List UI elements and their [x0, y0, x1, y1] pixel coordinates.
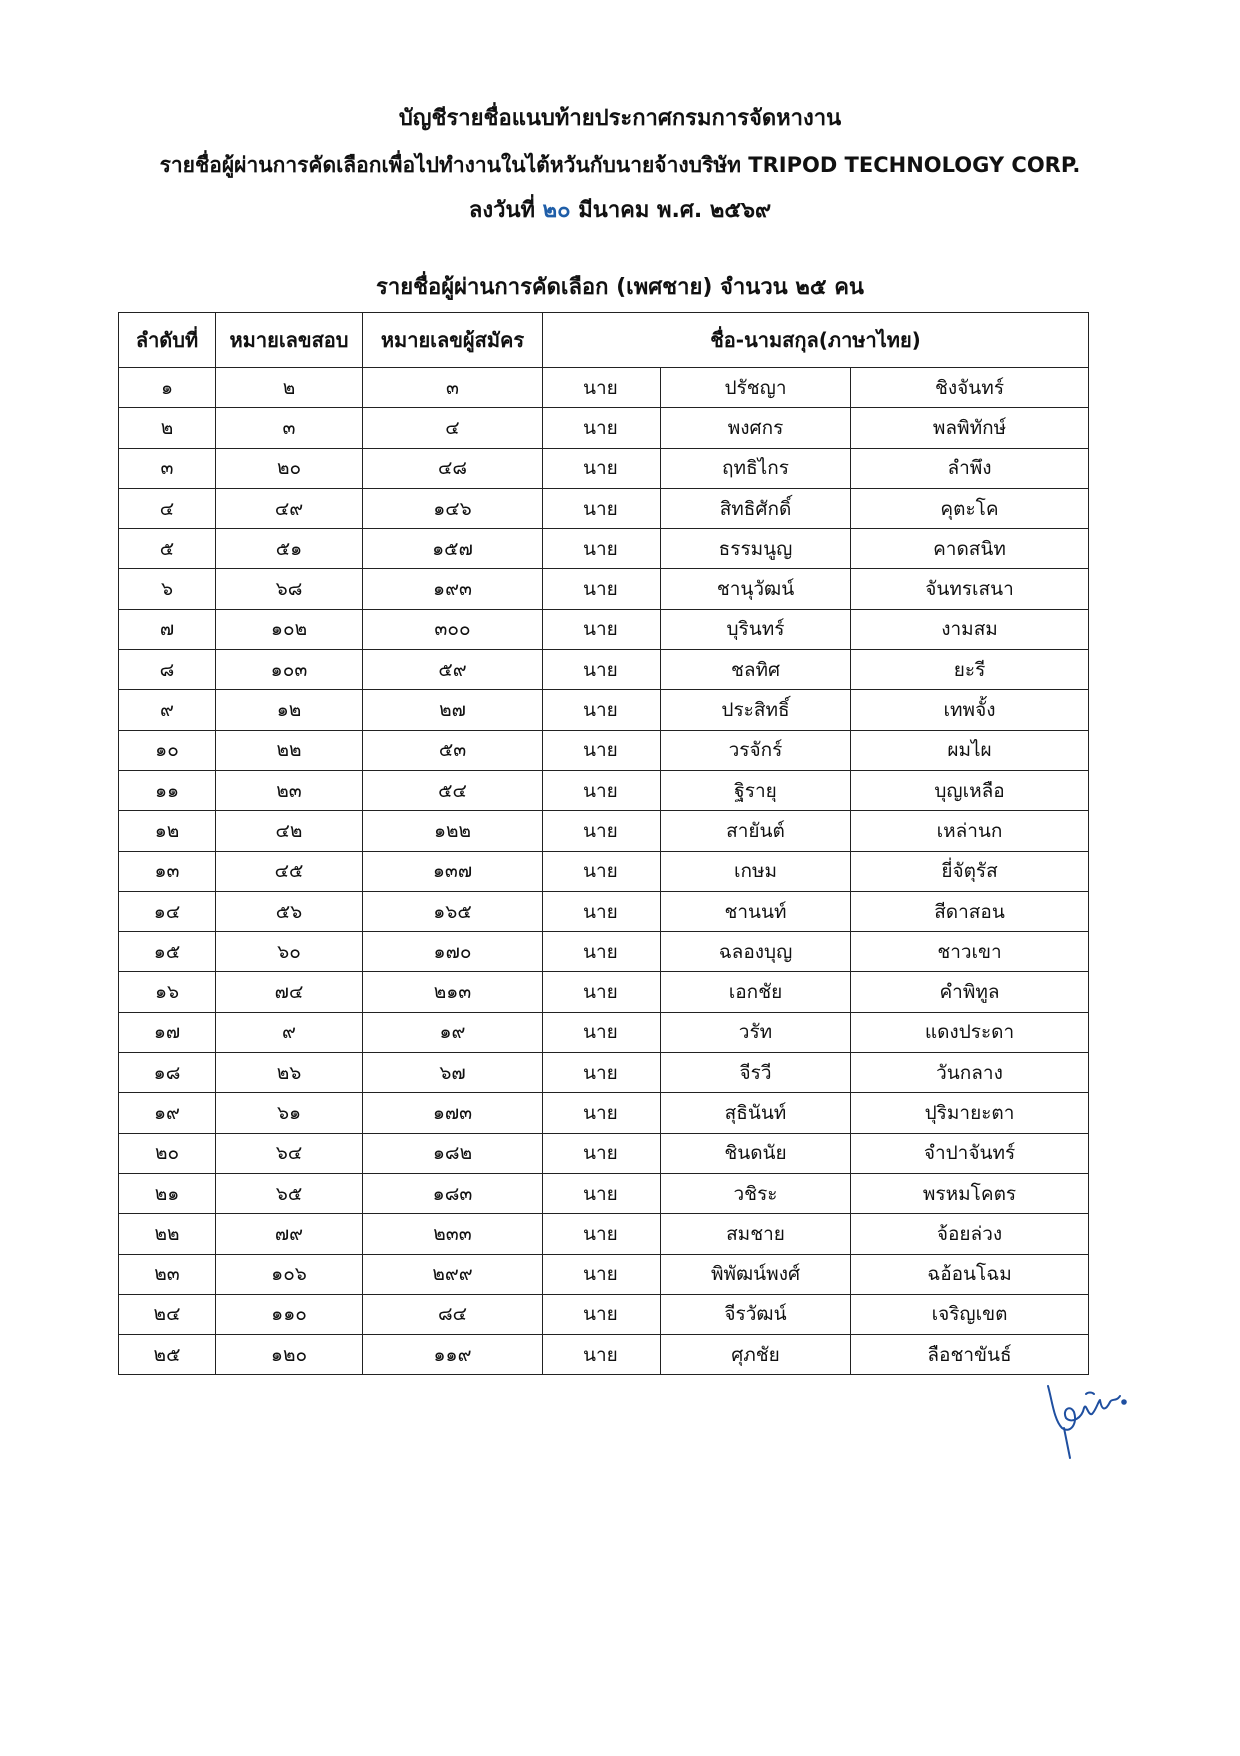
- cell-order: ๑๓: [119, 851, 216, 891]
- cell-order: ๑๙: [119, 1093, 216, 1133]
- cell-last-name: จ้อยล่วง: [851, 1214, 1089, 1254]
- date-prefix: ลงวันที่: [468, 198, 535, 223]
- table-row: [119, 448, 1089, 488]
- cell-order: ๑: [119, 368, 216, 408]
- cell-order: ๒๒: [119, 1214, 216, 1254]
- cell-exam-no: ๗๙: [216, 1214, 363, 1254]
- cell-name-prefix: นาย: [543, 529, 661, 569]
- title-line-1: บัญชีรายชื่อแนบท้ายประกาศกรมการจัดหางาน: [398, 106, 842, 131]
- date-day: ๒๐: [542, 198, 571, 223]
- cell-last-name: คุตะโค: [851, 488, 1089, 528]
- cell-applicant-no: ๕๙: [363, 650, 543, 690]
- cell-order: ๙: [119, 690, 216, 730]
- cell-exam-no: ๔๙: [216, 488, 363, 528]
- cell-applicant-no: ๓: [363, 368, 543, 408]
- cell-exam-no: ๑๐๒: [216, 609, 363, 649]
- cell-name-prefix: นาย: [543, 1053, 661, 1093]
- cell-first-name: ศุภชัย: [661, 1335, 851, 1375]
- cell-first-name: จีรวี: [661, 1053, 851, 1093]
- cell-order: ๑๒: [119, 811, 216, 851]
- signature-mark: [1040, 1372, 1130, 1462]
- table-row: [119, 1133, 1089, 1173]
- table-row: [119, 1093, 1089, 1133]
- cell-applicant-no: ๑๗๐: [363, 932, 543, 972]
- cell-order: ๓: [119, 448, 216, 488]
- cell-name-prefix: นาย: [543, 690, 661, 730]
- cell-first-name: ชานนท์: [661, 891, 851, 931]
- cell-exam-no: ๕๑: [216, 529, 363, 569]
- cell-exam-no: ๖๔: [216, 1133, 363, 1173]
- table-row: [119, 368, 1089, 408]
- cell-first-name: จีรวัฒน์: [661, 1294, 851, 1334]
- cell-name-prefix: นาย: [543, 1294, 661, 1334]
- cell-first-name: ประสิทธิ์: [661, 690, 851, 730]
- cell-exam-no: ๖๑: [216, 1093, 363, 1133]
- cell-applicant-no: ๑๘๓: [363, 1173, 543, 1213]
- table-row: [119, 811, 1089, 851]
- cell-first-name: ธรรมนูญ: [661, 529, 851, 569]
- cell-exam-no: ๙: [216, 1012, 363, 1052]
- cell-exam-no: ๔๒: [216, 811, 363, 851]
- table-row: [119, 730, 1089, 770]
- cell-first-name: สมชาย: [661, 1214, 851, 1254]
- issue-date: [0, 188, 1240, 234]
- cell-exam-no: ๕๖: [216, 891, 363, 931]
- cell-exam-no: ๒๖: [216, 1053, 363, 1093]
- cell-applicant-no: ๑๓๗: [363, 851, 543, 891]
- table-row: [119, 972, 1089, 1012]
- cell-first-name: บุรินทร์: [661, 609, 851, 649]
- cell-order: ๒๐: [119, 1133, 216, 1173]
- table-row: [119, 1254, 1089, 1294]
- cell-exam-no: ๖๕: [216, 1173, 363, 1213]
- cell-last-name: ชิงจันทร์: [851, 368, 1089, 408]
- cell-applicant-no: ๕๔: [363, 770, 543, 810]
- cell-first-name: สุธินันท์: [661, 1093, 851, 1133]
- table-header-row: [119, 313, 1089, 368]
- cell-last-name: เหล่านก: [851, 811, 1089, 851]
- cell-last-name: คาดสนิท: [851, 529, 1089, 569]
- cell-name-prefix: นาย: [543, 1012, 661, 1052]
- cell-first-name: สายันต์: [661, 811, 851, 851]
- cell-order: ๑๐: [119, 730, 216, 770]
- cell-first-name: ชานุวัฒน์: [661, 569, 851, 609]
- cell-first-name: ฤทธิไกร: [661, 448, 851, 488]
- table-row: [119, 1214, 1089, 1254]
- cell-applicant-no: ๒๑๓: [363, 972, 543, 1012]
- cell-last-name: วันกลาง: [851, 1053, 1089, 1093]
- cell-name-prefix: นาย: [543, 1214, 661, 1254]
- cell-first-name: ฉลองบุญ: [661, 932, 851, 972]
- cell-last-name: จำปาจันทร์: [851, 1133, 1089, 1173]
- cell-first-name: สิทธิศักดิ์: [661, 488, 851, 528]
- cell-name-prefix: นาย: [543, 488, 661, 528]
- cell-exam-no: ๗๔: [216, 972, 363, 1012]
- cell-order: ๗: [119, 609, 216, 649]
- cell-last-name: ยะรี: [851, 650, 1089, 690]
- table-body: [119, 368, 1089, 1375]
- cell-applicant-no: ๑๕๗: [363, 529, 543, 569]
- cell-last-name: เจริญเขต: [851, 1294, 1089, 1334]
- cell-name-prefix: นาย: [543, 1254, 661, 1294]
- cell-order: ๒๑: [119, 1173, 216, 1213]
- header-fullname: ชื่อ-นามสกุล(ภาษาไทย): [543, 313, 1089, 368]
- table-row: [119, 609, 1089, 649]
- cell-order: ๕: [119, 529, 216, 569]
- cell-name-prefix: นาย: [543, 609, 661, 649]
- table-row: [119, 1053, 1089, 1093]
- cell-first-name: ปรัชญา: [661, 368, 851, 408]
- cell-order: ๑๘: [119, 1053, 216, 1093]
- table-row: [119, 529, 1089, 569]
- cell-last-name: ลำพึง: [851, 448, 1089, 488]
- header-order: ลำดับที่: [119, 313, 216, 368]
- header-exam-no: หมายเลขสอบ: [216, 313, 363, 368]
- table-row: [119, 770, 1089, 810]
- table-row: [119, 690, 1089, 730]
- table-row: [119, 851, 1089, 891]
- cell-applicant-no: ๑๘๒: [363, 1133, 543, 1173]
- cell-first-name: วชิระ: [661, 1173, 851, 1213]
- cell-last-name: คำพิทูล: [851, 972, 1089, 1012]
- cell-name-prefix: นาย: [543, 932, 661, 972]
- cell-last-name: งามสม: [851, 609, 1089, 649]
- table-row: [119, 1173, 1089, 1213]
- table-row: [119, 1335, 1089, 1375]
- date-month-year: มีนาคม พ.ศ. ๒๕๖๙: [578, 198, 772, 223]
- cell-name-prefix: นาย: [543, 408, 661, 448]
- cell-order: ๑๕: [119, 932, 216, 972]
- cell-name-prefix: นาย: [543, 650, 661, 690]
- cell-order: ๖: [119, 569, 216, 609]
- cell-last-name: จันทรเสนา: [851, 569, 1089, 609]
- cell-applicant-no: ๑๑๙: [363, 1335, 543, 1375]
- cell-applicant-no: ๒๓๓: [363, 1214, 543, 1254]
- cell-name-prefix: นาย: [543, 851, 661, 891]
- candidate-table: [118, 312, 1089, 1375]
- cell-first-name: วรจักร์: [661, 730, 851, 770]
- cell-order: ๑๖: [119, 972, 216, 1012]
- cell-order: ๔: [119, 488, 216, 528]
- cell-first-name: ฐิรายุ: [661, 770, 851, 810]
- cell-name-prefix: นาย: [543, 1173, 661, 1213]
- table-row: [119, 1012, 1089, 1052]
- cell-last-name: พลพิทักษ์: [851, 408, 1089, 448]
- table-subtitle: รายชื่อผู้ผ่านการคัดเลือก (เพศชาย) จำนวน ๒๕ คน: [376, 275, 864, 300]
- cell-order: ๒๔: [119, 1294, 216, 1334]
- cell-first-name: พิพัฒน์พงศ์: [661, 1254, 851, 1294]
- table-row: [119, 569, 1089, 609]
- cell-name-prefix: นาย: [543, 368, 661, 408]
- cell-applicant-no: ๑๗๓: [363, 1093, 543, 1133]
- cell-exam-no: ๒๐: [216, 448, 363, 488]
- cell-name-prefix: นาย: [543, 811, 661, 851]
- cell-last-name: ลือชาขันธ์: [851, 1335, 1089, 1375]
- cell-applicant-no: ๕๓: [363, 730, 543, 770]
- cell-applicant-no: ๑๙๓: [363, 569, 543, 609]
- cell-last-name: ผมไผ: [851, 730, 1089, 770]
- cell-first-name: พงศกร: [661, 408, 851, 448]
- cell-applicant-no: ๓๐๐: [363, 609, 543, 649]
- cell-exam-no: ๖๐: [216, 932, 363, 972]
- cell-exam-no: ๑๒๐: [216, 1335, 363, 1375]
- cell-first-name: วรัท: [661, 1012, 851, 1052]
- table-row: [119, 1294, 1089, 1334]
- cell-first-name: เอกชัย: [661, 972, 851, 1012]
- cell-first-name: เกษม: [661, 851, 851, 891]
- cell-applicant-no: ๔: [363, 408, 543, 448]
- cell-last-name: สีดาสอน: [851, 891, 1089, 931]
- cell-name-prefix: นาย: [543, 569, 661, 609]
- cell-name-prefix: นาย: [543, 730, 661, 770]
- document-header: [0, 96, 1240, 234]
- title-line-2: รายชื่อผู้ผ่านการคัดเลือกเพื่อไปทำงานในไต้หวันกับนายจ้างบริษัท TRIPOD TECHNOLOGY CORP.: [159, 153, 1081, 177]
- cell-last-name: เทพจั้ง: [851, 690, 1089, 730]
- table-row: [119, 891, 1089, 931]
- cell-name-prefix: นาย: [543, 448, 661, 488]
- header-applicant-no: หมายเลขผู้สมัคร: [363, 313, 543, 368]
- cell-last-name: ปุริมายะตา: [851, 1093, 1089, 1133]
- cell-applicant-no: ๖๗: [363, 1053, 543, 1093]
- cell-last-name: พรหมโคตร: [851, 1173, 1089, 1213]
- cell-order: ๑๔: [119, 891, 216, 931]
- cell-order: ๘: [119, 650, 216, 690]
- cell-applicant-no: ๑๔๖: [363, 488, 543, 528]
- cell-order: ๒: [119, 408, 216, 448]
- cell-order: ๑๑: [119, 770, 216, 810]
- cell-applicant-no: ๑๖๕: [363, 891, 543, 931]
- cell-exam-no: ๑๑๐: [216, 1294, 363, 1334]
- cell-last-name: ฉอ้อนโฉม: [851, 1254, 1089, 1294]
- cell-first-name: ชลทิศ: [661, 650, 851, 690]
- cell-applicant-no: ๑๙: [363, 1012, 543, 1052]
- cell-name-prefix: นาย: [543, 1335, 661, 1375]
- cell-exam-no: ๒๒: [216, 730, 363, 770]
- cell-name-prefix: นาย: [543, 1093, 661, 1133]
- cell-applicant-no: ๒๙๙: [363, 1254, 543, 1294]
- cell-order: ๒๓: [119, 1254, 216, 1294]
- table-row: [119, 932, 1089, 972]
- cell-name-prefix: นาย: [543, 1133, 661, 1173]
- table-row: [119, 488, 1089, 528]
- cell-exam-no: ๓: [216, 408, 363, 448]
- cell-last-name: บุญเหลือ: [851, 770, 1089, 810]
- cell-exam-no: ๑๐๖: [216, 1254, 363, 1294]
- cell-exam-no: ๒๓: [216, 770, 363, 810]
- cell-applicant-no: ๘๔: [363, 1294, 543, 1334]
- cell-applicant-no: ๒๗: [363, 690, 543, 730]
- cell-applicant-no: ๔๘: [363, 448, 543, 488]
- cell-exam-no: ๑๐๓: [216, 650, 363, 690]
- cell-exam-no: ๔๕: [216, 851, 363, 891]
- cell-exam-no: ๑๒: [216, 690, 363, 730]
- table-row: [119, 408, 1089, 448]
- cell-name-prefix: นาย: [543, 891, 661, 931]
- cell-last-name: แดงประดา: [851, 1012, 1089, 1052]
- cell-last-name: ชาวเขา: [851, 932, 1089, 972]
- cell-name-prefix: นาย: [543, 972, 661, 1012]
- cell-order: ๑๗: [119, 1012, 216, 1052]
- cell-exam-no: ๒: [216, 368, 363, 408]
- cell-exam-no: ๖๘: [216, 569, 363, 609]
- cell-last-name: ยี่จัตุรัส: [851, 851, 1089, 891]
- cell-name-prefix: นาย: [543, 770, 661, 810]
- cell-applicant-no: ๑๒๒: [363, 811, 543, 851]
- table-row: [119, 650, 1089, 690]
- cell-first-name: ชินดนัย: [661, 1133, 851, 1173]
- cell-order: ๒๕: [119, 1335, 216, 1375]
